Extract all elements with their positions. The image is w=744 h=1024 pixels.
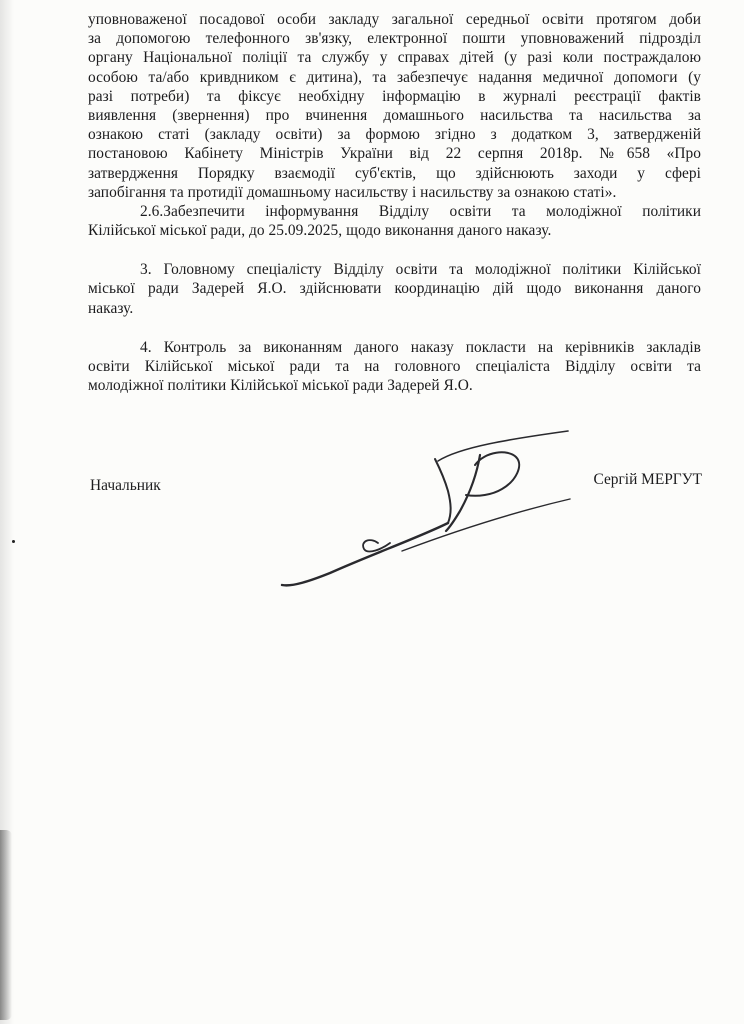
text-line: 3. Головному спеціалісту Відділу освіти та молодіжної політики Кілійської: [140, 261, 701, 279]
text-line: міської ради Задерей Я.О. здійснювати координацію дій щодо виконання даного: [88, 280, 701, 298]
text-line: уповноваженої посадової особи закладу загальної середньої освіти протягом доби: [88, 11, 701, 28]
text-line: за допомогою телефонного зв'язку, електронної пошти уповноважений підрозділ: [88, 30, 701, 48]
text-line: особою та/або кривдником є дитина), та забезпечує надання медичної допомоги (у: [88, 68, 701, 86]
text-line: ознакою статі (закладу освіти) за формою згідно з додатком 3, затвердженій: [88, 126, 701, 144]
text-line: запобігання та протидії домашньому насильству і насильству за ознакою статі».: [88, 183, 617, 201]
signatory-position: Начальник: [90, 477, 161, 494]
text-line: молодіжної політики Кілійської міської ради Задерей Я.О.: [88, 377, 473, 395]
handwritten-signature: [270, 425, 580, 595]
text-line: разі потреби) та фіксує необхідну інформацію в журналі реєстрації фактів: [88, 87, 701, 105]
document-body: [88, 10, 701, 395]
text-line: постановою Кабінету Міністрів України від 22 серпня 2018р. №658 «Про: [88, 145, 701, 163]
text-line: затвердження Порядку взаємодії суб'єктів, що здійснюють заходи у сфері: [88, 164, 701, 182]
text-line: органу Національної поліції та службу у справах дітей (у разі коли постраждалою: [88, 49, 701, 67]
paragraph-3: [88, 260, 701, 318]
scan-smudge: [0, 830, 12, 1020]
text-line: Кілійської міської ради, до 25.09.2025, щодо виконання даного наказу.: [88, 222, 552, 240]
scan-speck: [12, 540, 15, 543]
text-line: 2.6.Забезпечити інформування Відділу освіти та молодіжної політики: [140, 202, 701, 220]
text-line: 4. Контроль за виконанням даного наказу покласти на керівників закладів: [140, 338, 701, 356]
text-line: освіти Кілійської міської ради та на головного спеціаліста Відділу освіти та: [88, 358, 701, 375]
paragraph-2-5-continuation: [88, 10, 701, 202]
text-line: виявлення (звернення) про вчинення домашнього насильства та насильства за: [88, 106, 701, 124]
paragraph-2-6: [88, 202, 701, 240]
signatory-name: Сергій МЕРГУТ: [593, 471, 702, 488]
text-line: наказу.: [88, 299, 134, 317]
paragraph-4: [88, 338, 701, 396]
